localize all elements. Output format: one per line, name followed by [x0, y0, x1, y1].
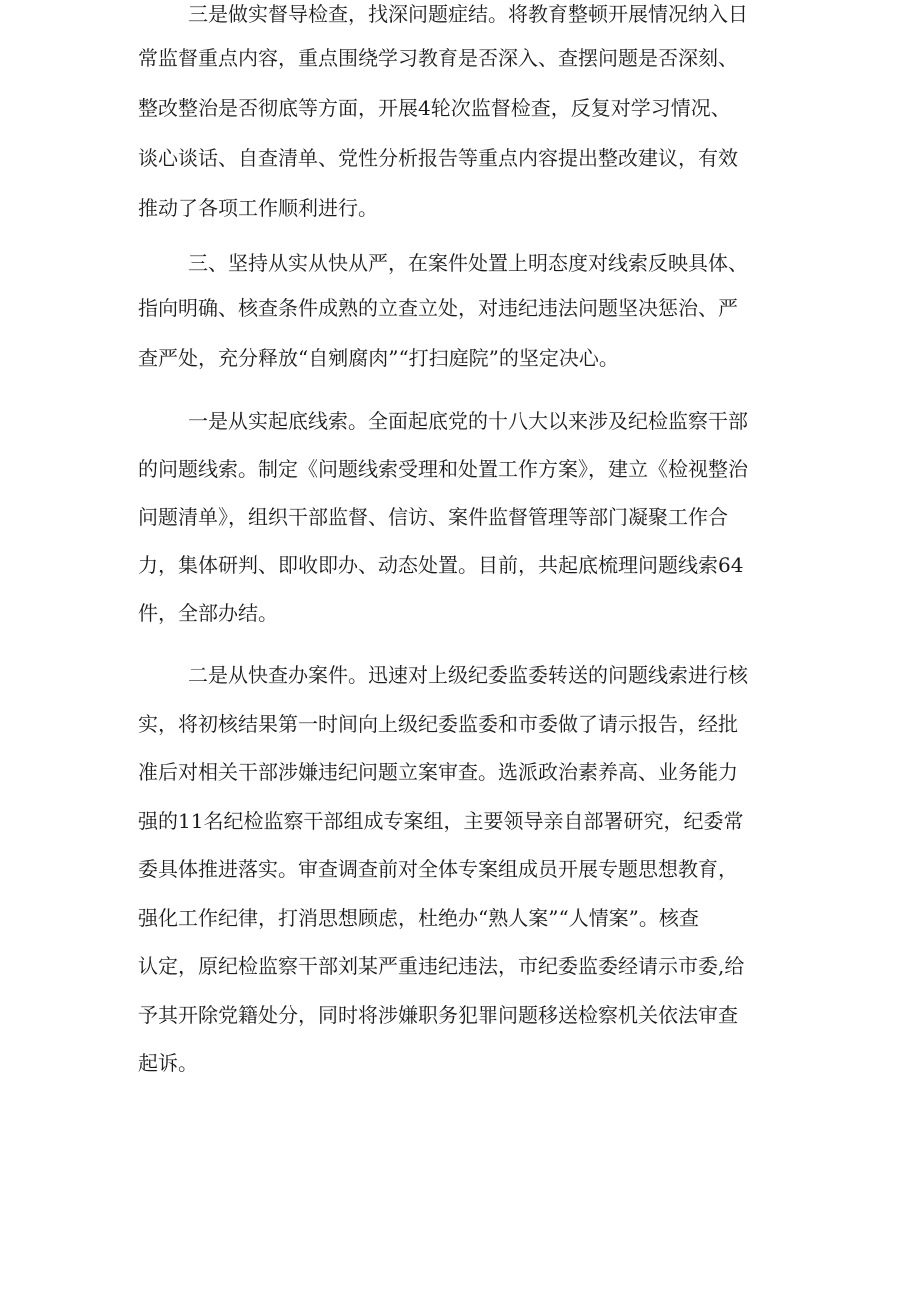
- paragraph-4-line-5: 委具体推进落实。审查调查前对全体专案组成员开展专题思想教育，: [138, 857, 738, 881]
- paragraph-4-line-8: 予其开除党籍处分，同时将涉嫌职务犯罪问题移送检察机关依法审查: [138, 1003, 738, 1027]
- paragraph-1-line-3: 整改整治是否彻底等方面，开展4轮次监督检查，反复对学习情况、: [138, 96, 731, 120]
- paragraph-1-line-4: 谈心谈话、自查清单、党性分析报告等重点内容提出整改建议，有效: [138, 146, 738, 170]
- paragraph-3-line-5: 件，全部办结。: [138, 601, 278, 625]
- paragraph-4-line-1: 二是从快查办案件。迅速对上级纪委监委转送的问题线索进行核: [188, 663, 748, 687]
- paragraph-4-line-9: 起诉。: [138, 1051, 198, 1075]
- paragraph-1-line-2: 常监督重点内容，重点围绕学习教育是否深入、查摆问题是否深刻、: [138, 46, 738, 70]
- paragraph-3-line-1: 一是从实起底线索。全面起底党的十八大以来涉及纪检监察干部: [188, 409, 748, 433]
- paragraph-4-line-3: 准后对相关干部涉嫌违纪问题立案审查。选派政治素养高、业务能力: [138, 760, 738, 784]
- paragraph-4-line-2: 实，将初核结果第一时间向上级纪委监委和市委做了请示报告，经批: [138, 712, 738, 736]
- paragraph-1-line-5: 推动了各项工作顺利进行。: [138, 196, 378, 220]
- paragraph-4-line-7: 认定，原纪检监察干部刘某严重违纪违法，市纪委监委经请示市委,给: [138, 954, 745, 978]
- paragraph-2-line-2: 指向明确、核查条件成熟的立查立处，对违纪违法问题坚决惩治、严: [138, 296, 738, 320]
- paragraph-3-line-4: 力，集体研判、即收即办、动态处置。目前，共起底梳理问题线索64: [138, 553, 744, 577]
- paragraph-3-line-2: 的问题线索。制定《问题线索受理和处置工作方案》，建立《检视整治: [138, 457, 748, 481]
- paragraph-2-line-1: 三、坚持从实从快从严，在案件处置上明态度对线索反映具体、: [188, 251, 748, 275]
- paragraph-1-line-1: 三是做实督导检查，找深问题症结。将教育整顿开展情况纳入日: [188, 2, 748, 26]
- paragraph-4-line-6: 强化工作纪律，打消思想顾虑，杜绝办“熟人案”“人情案”。核查: [138, 906, 699, 930]
- paragraph-2-line-3: 查严处，充分释放“自剜腐肉”“打扫庭院”的坚定决心。: [138, 346, 619, 370]
- paragraph-4-line-4: 强的11名纪检监察干部组成专案组，主要领导亲自部署研究，纪委常: [138, 809, 744, 833]
- paragraph-3-line-3: 问题清单》，组织干部监督、信访、案件监督管理等部门凝聚工作合: [138, 505, 728, 529]
